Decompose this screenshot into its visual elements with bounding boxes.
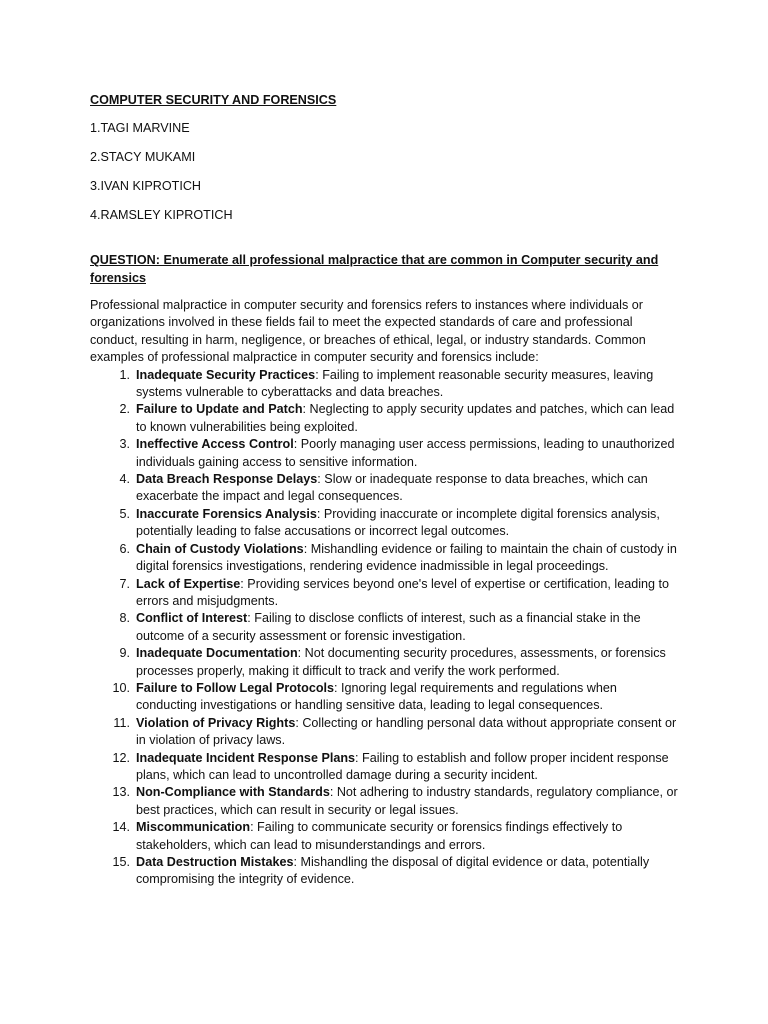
list-item-term: Failure to Follow Legal Protocols xyxy=(136,680,335,695)
list-item-description: : Ignoring legal requirements and regulations when conducting investigations or handling sensitive data, leading to legal consequences. xyxy=(136,680,617,713)
list-item-description: : Failing to disclose conflicts of interest, such as a financial stake in the outcome of a security assessment or forensic investigation. xyxy=(136,611,641,643)
list-item xyxy=(90,506,680,541)
list-item-number: 13. xyxy=(112,785,130,800)
list-item xyxy=(90,854,680,889)
list-item-term: Failure to Update and Patch xyxy=(136,402,303,417)
author-list xyxy=(90,120,680,224)
intro-paragraph: Professional malpractice in computer security and forensics refers to instances where individuals or organizations involved in these fields fail to meet the expected standards of care and professional conduct, resulting in harm, negligence, or breaches of ethical, legal, or industry standards. Common examples of professional malpractice in computer security and forensics include: xyxy=(90,298,646,365)
list-item-number: 10. xyxy=(112,680,130,695)
list-item-term: Ineffective Access Control xyxy=(136,437,294,452)
list-item xyxy=(90,645,680,680)
list-item-description: : Failing to establish and follow proper incident response plans, which can lead to uncontrolled damage during a security incident. xyxy=(136,750,669,782)
list-item-number: 3. xyxy=(119,437,130,452)
list-item-number: 4. xyxy=(119,472,130,487)
list-item-description: : Mishandling evidence or failing to maintain the chain of custody in digital forensics investigations, rendering evidence inadmissible in legal proceedings. xyxy=(136,541,677,574)
author-3: 3.IVAN KIPROTICH xyxy=(90,179,202,193)
list-item xyxy=(90,541,680,576)
list-item-description: : Failing to communicate security or forensics findings effectively to stakeholders, which can lead to misunderstandings and errors. xyxy=(136,820,623,852)
author-2: 2.STACY MUKAMI xyxy=(90,150,196,165)
list-item-description: : Collecting or handling personal data without appropriate consent or in violation of privacy laws. xyxy=(136,715,677,748)
list-item xyxy=(90,367,680,402)
list-item-term: Miscommunication xyxy=(136,820,251,835)
list-item xyxy=(90,610,680,645)
list-item-number: 8. xyxy=(119,611,130,626)
list-item xyxy=(90,715,680,750)
list-item-term: Inadequate Security Practices xyxy=(136,367,316,382)
list-item-term: Conflict of Interest xyxy=(136,611,248,626)
list-item-description: : Providing inaccurate or incomplete digital forensics analysis, potentially leading to false accusations or incorrect legal outcomes. xyxy=(136,506,660,539)
list-item-description: : Not documenting security procedures, assessments, or forensics processes properly, making it difficult to track and verify the work performed. xyxy=(136,646,666,678)
list-item-term: Inaccurate Forensics Analysis xyxy=(136,506,317,521)
list-item-number: 9. xyxy=(119,646,130,661)
list-item-term: Lack of Expertise xyxy=(136,576,241,591)
list-item-description: : Slow or inadequate response to data breaches, which can exacerbate the impact and legal consequences. xyxy=(136,472,648,504)
list-item-number: 2. xyxy=(119,402,130,417)
list-item xyxy=(90,401,680,436)
list-item-number: 5. xyxy=(119,506,130,521)
list-item-term: Inadequate Incident Response Plans xyxy=(136,750,356,765)
list-item-term: Non-Compliance with Standards xyxy=(136,785,330,800)
list-item-number: 14. xyxy=(112,820,130,835)
question-heading: QUESTION: Enumerate all professional malpractice that are common in Computer security and forensics xyxy=(90,253,659,285)
list-item xyxy=(90,576,680,611)
list-item-description: : Failing to implement reasonable security measures, leaving systems vulnerable to cyberattacks and data breaches. xyxy=(136,367,654,400)
list-item-description: : Not adhering to industry standards, regulatory compliance, or best practices, which can result in security or legal issues. xyxy=(136,785,678,817)
list-item xyxy=(90,436,680,471)
list-item-term: Data Breach Response Delays xyxy=(136,472,318,487)
list-item-number: 7. xyxy=(119,576,130,591)
list-item xyxy=(90,784,680,819)
list-item-term: Chain of Custody Violations xyxy=(136,541,304,556)
document-title: COMPUTER SECURITY AND FORENSICS xyxy=(90,93,337,107)
list-item-term: Data Destruction Mistakes xyxy=(136,855,294,870)
list-item-term: Inadequate Documentation xyxy=(136,646,298,661)
list-item-description: : Providing services beyond one's level of expertise or certification, leading to errors and misjudgments. xyxy=(136,576,670,608)
list-item-number: 6. xyxy=(119,541,130,556)
list-item-description: : Poorly managing user access permissions, leading to unauthorized individuals gaining access to sensitive information. xyxy=(136,437,675,469)
list-item xyxy=(90,750,680,785)
list-item xyxy=(90,471,680,506)
author-4: 4.RAMSLEY KIPROTICH xyxy=(90,207,233,222)
document-page xyxy=(90,92,680,889)
list-item-term: Violation of Privacy Rights xyxy=(136,715,296,730)
list-item-description: : Neglecting to apply security updates and patches, which can lead to known vulnerabilities being exploited. xyxy=(136,402,675,434)
list-item-number: 11. xyxy=(113,715,130,730)
list-item-number: 1. xyxy=(119,367,130,382)
malpractice-list xyxy=(90,367,680,889)
list-item-number: 15. xyxy=(112,855,130,870)
list-item xyxy=(90,819,680,854)
list-item xyxy=(90,680,680,715)
author-1: 1.TAGI MARVINE xyxy=(90,121,190,136)
list-item-number: 12. xyxy=(112,750,130,765)
list-item-description: : Mishandling the disposal of digital evidence or data, potentially compromising the integrity of evidence. xyxy=(136,855,650,887)
